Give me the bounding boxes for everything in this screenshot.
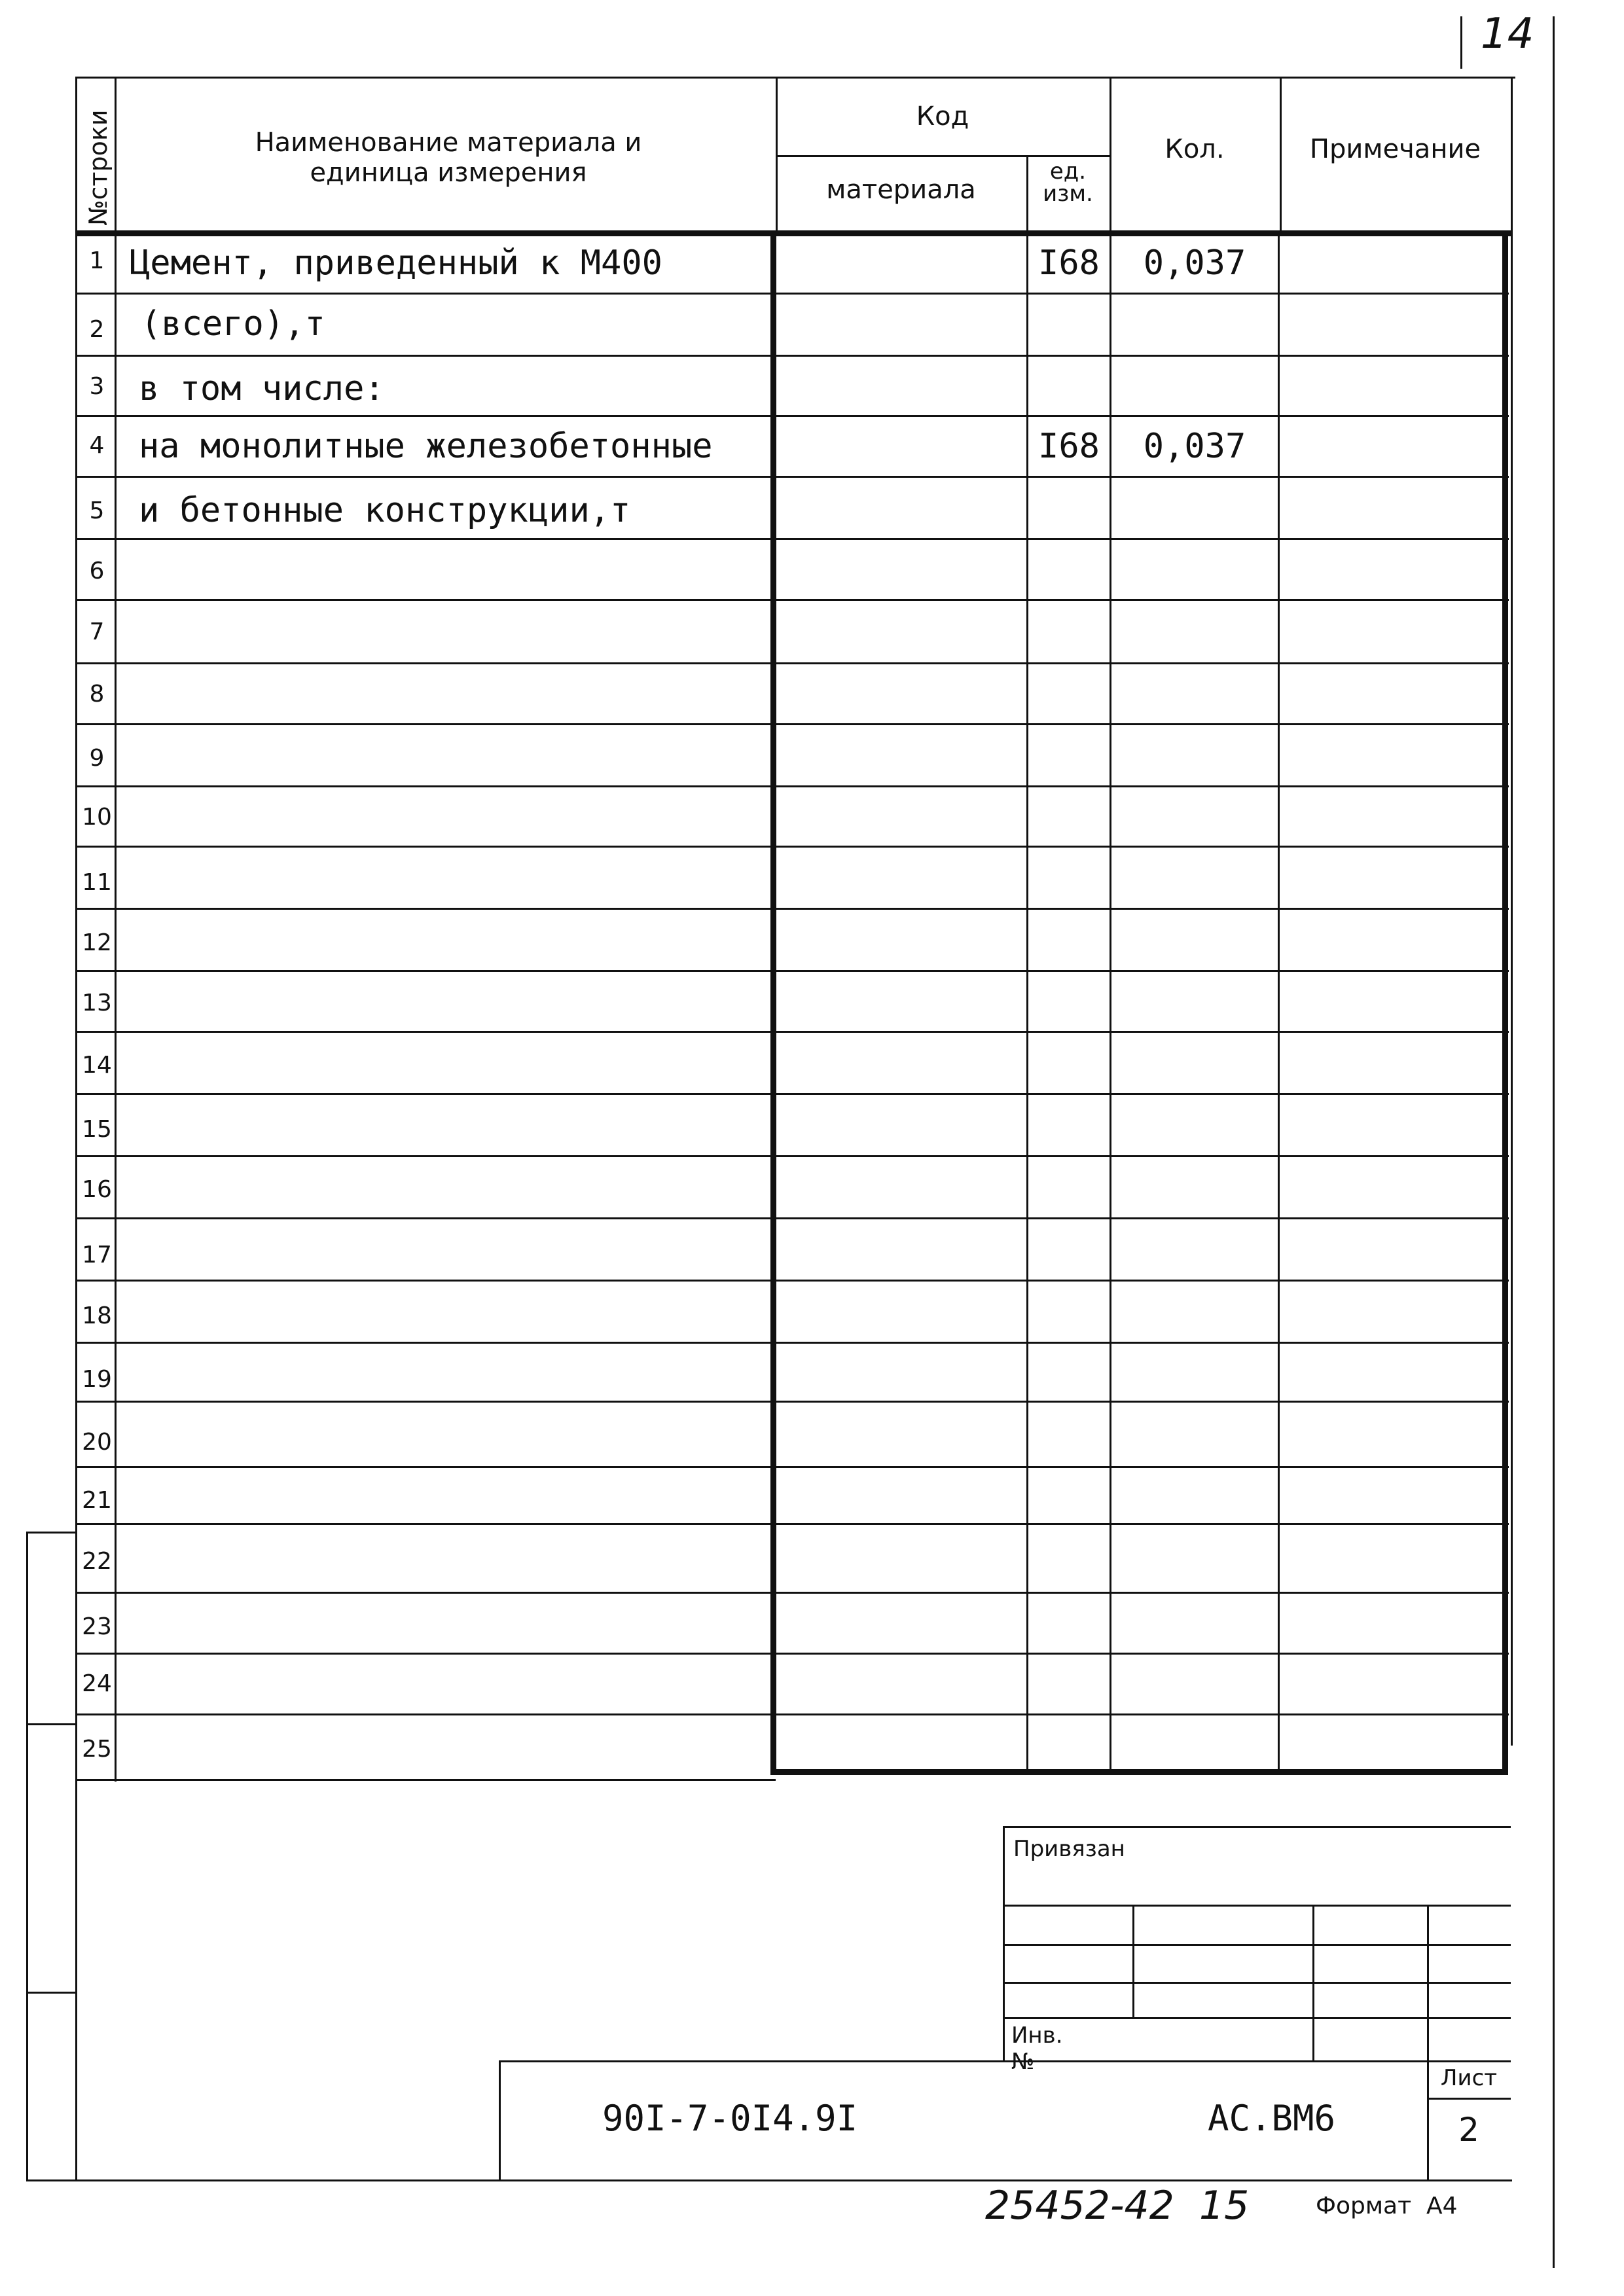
row-material-name: Цемент, приведенный к М400 <box>130 243 662 283</box>
designation-top <box>499 2060 1511 2062</box>
row-number: 5 <box>89 497 105 524</box>
row-number: 1 <box>89 247 105 274</box>
row-line <box>75 1592 1509 1594</box>
binding-strip-mid-b <box>26 1992 77 1994</box>
row-line <box>75 1093 1509 1095</box>
row-line <box>75 723 1509 725</box>
row-line <box>75 599 1509 601</box>
row-quantity: 0,037 <box>1143 243 1246 283</box>
row-number: 12 <box>82 929 112 956</box>
row-unit-code: I68 <box>1038 427 1100 466</box>
row-line <box>75 415 1509 417</box>
row-number: 4 <box>89 432 105 459</box>
col-divider-code-body <box>1110 230 1111 1772</box>
title-grid-col <box>1312 1905 1314 2062</box>
row-number: 9 <box>89 745 105 772</box>
row-line <box>75 1280 1509 1282</box>
data-frame-right <box>1502 230 1508 1775</box>
row-line <box>75 1466 1509 1468</box>
row-line <box>75 1217 1509 1219</box>
row-number: 8 <box>89 681 105 708</box>
row-line <box>75 785 1509 787</box>
format-label: Формат А4 <box>1316 2193 1458 2219</box>
row-material-name: в том числе: <box>139 369 385 408</box>
row-number: 24 <box>82 1670 112 1697</box>
frame-left <box>75 77 77 2181</box>
bound-label: Привязан <box>1013 1836 1125 1862</box>
title-grid-line <box>1003 2017 1511 2019</box>
sheet-label-line <box>1427 2098 1511 2100</box>
row-line <box>75 538 1509 540</box>
row-number: 10 <box>82 804 112 831</box>
row-number: 18 <box>82 1302 112 1329</box>
document-code: 90I-7-0I4.9I <box>602 2098 858 2139</box>
row-line <box>75 293 1509 295</box>
row-line <box>75 908 1509 910</box>
row-line <box>75 1523 1509 1525</box>
frame-bottom <box>26 2179 1512 2181</box>
frame-right <box>1511 77 1513 1746</box>
binding-strip-top <box>26 1532 77 1534</box>
row-line <box>75 1342 1509 1344</box>
sheet-mark-divider <box>1460 16 1462 69</box>
row-number: 11 <box>82 869 112 896</box>
title-grid-col <box>1132 1905 1134 2017</box>
row-number: 20 <box>82 1429 112 1456</box>
row-line <box>75 1713 1509 1715</box>
row-number: 23 <box>82 1613 112 1640</box>
row-material-name: на монолитные железобетонные <box>139 427 713 466</box>
header-note: Примечание <box>1309 134 1481 164</box>
row-number: 13 <box>82 990 112 1016</box>
row-line <box>75 970 1509 972</box>
row-number: 21 <box>82 1487 112 1514</box>
archive-number: 25452-42 15 <box>985 2183 1250 2229</box>
sheet-number: 2 <box>1458 2111 1479 2149</box>
row-number: 3 <box>89 373 105 400</box>
table-body-top <box>75 230 1512 236</box>
row-line <box>75 662 1509 664</box>
row-line <box>75 846 1509 848</box>
row-number: 17 <box>82 1242 112 1268</box>
header-code-material: материала <box>826 175 976 205</box>
header-code-unit: ед. изм. <box>1043 158 1093 207</box>
sheet-mark: 14 <box>1481 10 1534 58</box>
col-divider-unit-body <box>1026 230 1028 1772</box>
title-block-left <box>1003 1826 1005 2060</box>
col-divider-rownum <box>115 77 117 1782</box>
header-row-number: №строки <box>84 109 113 226</box>
row-number: 6 <box>89 558 105 584</box>
table-body-bottom <box>75 1779 776 1781</box>
designation-left <box>499 2060 501 2181</box>
row-material-name: и бетонные конструкции,т <box>139 491 631 530</box>
binding-strip-left <box>26 1532 28 2181</box>
row-line <box>75 476 1509 478</box>
title-block-top <box>1003 1826 1511 1828</box>
row-number: 7 <box>89 619 105 645</box>
row-material-name: (всего),т <box>141 304 325 344</box>
document-section: АС.ВМ6 <box>1208 2098 1336 2139</box>
row-number: 14 <box>82 1052 112 1079</box>
header-quantity: Кол. <box>1164 134 1225 164</box>
row-number: 16 <box>82 1176 112 1203</box>
title-grid-line <box>1003 1944 1511 1946</box>
row-number: 19 <box>82 1366 112 1393</box>
col-divider-qty-body <box>1278 230 1280 1772</box>
row-line <box>75 1401 1509 1403</box>
row-line <box>75 355 1509 357</box>
sheet-label: Лист <box>1440 2065 1498 2091</box>
data-frame-bottom <box>770 1769 1508 1775</box>
row-number: 22 <box>82 1548 112 1575</box>
code-subheader-line <box>776 155 1110 157</box>
row-line <box>75 1653 1509 1655</box>
frame-top <box>75 77 1515 79</box>
row-line <box>75 1031 1509 1033</box>
row-number: 2 <box>89 316 105 343</box>
binding-strip-mid-a <box>26 1723 77 1725</box>
header-code: Код <box>916 101 969 132</box>
title-grid-line <box>1003 1982 1511 1984</box>
row-quantity: 0,037 <box>1143 427 1246 466</box>
header-material-name: Наименование материала и единица измерения <box>255 128 642 188</box>
data-frame-left <box>770 230 776 1775</box>
row-line <box>75 1155 1509 1157</box>
title-grid-line <box>1003 1905 1511 1907</box>
col-divider-name <box>776 77 778 230</box>
row-number: 15 <box>82 1116 112 1143</box>
row-number: 25 <box>82 1736 112 1763</box>
inv-number-label: Инв. № <box>1011 2022 1063 2075</box>
page-trim-line <box>1553 16 1555 2268</box>
row-unit-code: I68 <box>1038 243 1100 283</box>
